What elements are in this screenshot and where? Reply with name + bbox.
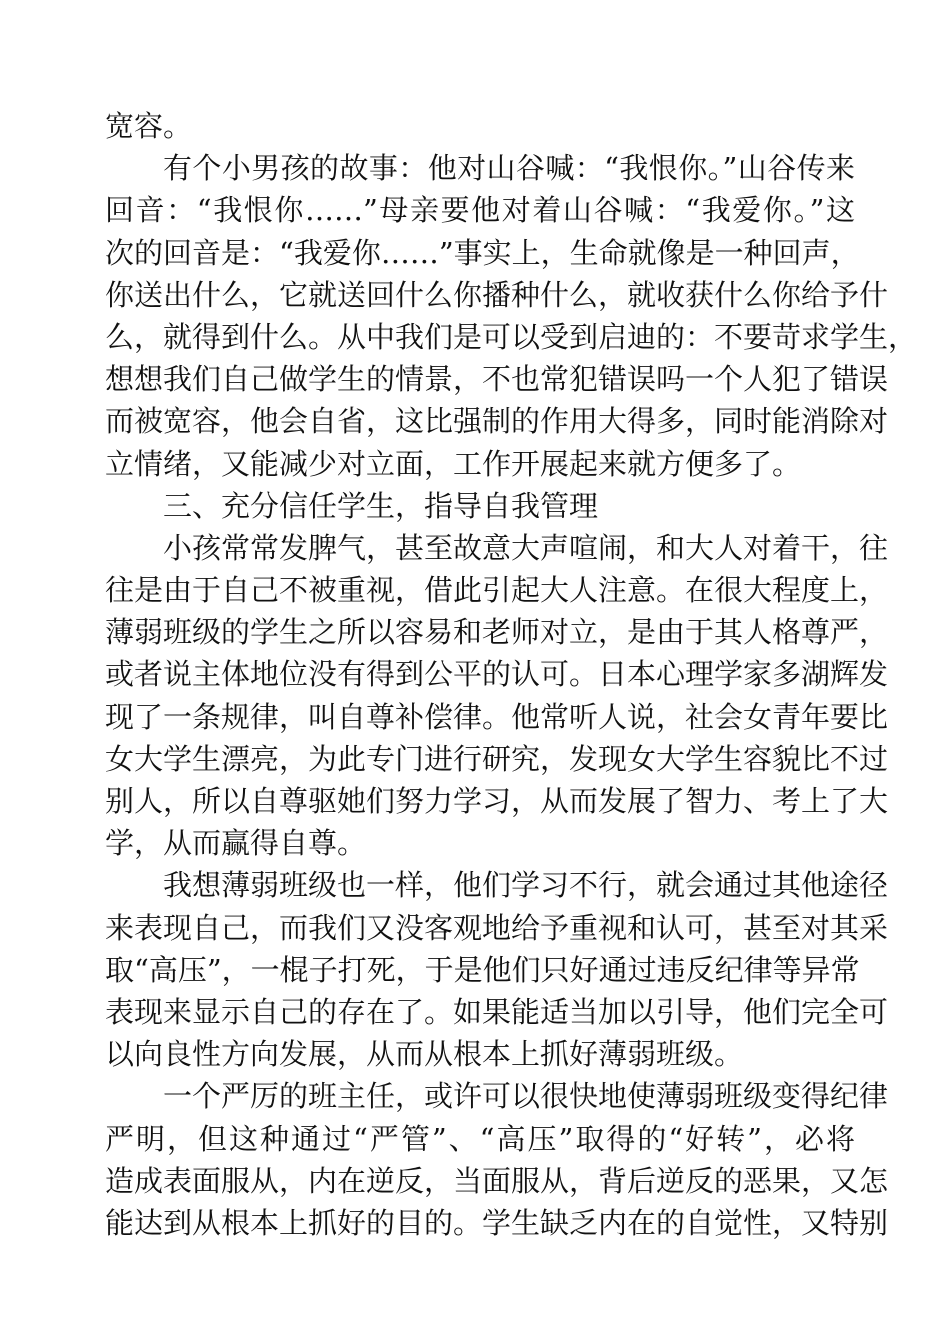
text-line: 学，从而赢得自尊。 (105, 826, 367, 861)
text-line: 一个严厉的班主任，或许可以很快地使薄弱班级变得纪律 (163, 1079, 889, 1114)
text-line: 女大学生漂亮，为此专门进行研究，发现女大学生容貌比不过 (105, 741, 889, 776)
text-line: 能达到从根本上抓好的目的。学生缺乏内在的自觉性，又特别 (105, 1205, 889, 1240)
text-line: 严明，但这种通过“严管”、“高压”取得的“好转”，必将 (105, 1121, 855, 1156)
text-line: 我想薄弱班级也一样，他们学习不行，就会通过其他途径 (163, 868, 889, 903)
text-line: 往是由于自己不被重视，借此引起大人注意。在很大程度上， (105, 573, 889, 608)
text-line: 以向良性方向发展，从而从根本上抓好薄弱班级。 (105, 1037, 744, 1072)
text-line: 小孩常常发脾气，甚至故意大声喧闹，和大人对着干，往 (163, 530, 889, 565)
text-line: 立情绪，又能减少对立面，工作开展起来就方便多了。 (105, 446, 802, 481)
text-line: 有个小男孩的故事：他对山谷喊：“我恨你。”山谷传来 (163, 151, 855, 186)
text-line: 取“高压”，一棍子打死，于是他们只好通过违反纪律等异常 (105, 952, 860, 987)
text-line: 你送出什么，它就送回什么你播种什么，就收获什么你给予什 (105, 277, 889, 312)
section-heading: 三、充分信任学生，指导自我管理 (163, 488, 599, 523)
text-line: 现了一条规律，叫自尊补偿律。他常听人说，社会女青年要比 (105, 699, 889, 734)
text-line: 来表现自己，而我们又没客观地给予重视和认可，甚至对其采 (105, 910, 889, 945)
body-text (105, 105, 918, 1244)
text-line: 别人，所以自尊驱她们努力学习，从而发展了智力、考上了大 (105, 784, 889, 818)
text-line: 么，就得到什么。从中我们是可以受到启迪的：不要苛求学生， (105, 319, 918, 354)
text-line: 或者说主体地位没有得到公平的认可。日本心理学家多湖辉发 (105, 657, 889, 692)
text-line: 宽容。 (105, 109, 193, 143)
text-line: 想想我们自己做学生的情景，不也常犯错误吗一个人犯了错误 (105, 362, 889, 397)
text-line: 次的回音是：“我爱你……”事实上，生命就像是一种回声， (105, 235, 860, 270)
text-line: 造成表面服从，内在逆反，当面服从，背后逆反的恶果，又怎 (105, 1163, 889, 1198)
text-line: 而被宽容，他会自省，这比强制的作用大得多，同时能消除对 (105, 404, 889, 439)
text-line: 表现来显示自己的存在了。如果能适当加以引导，他们完全可 (105, 994, 889, 1029)
text-line: 薄弱班级的学生之所以容易和老师对立，是由于其人格尊严， (105, 615, 889, 650)
text-line: 回音：“我恨你……”母亲要他对着山谷喊：“我爱你。”这 (105, 193, 855, 228)
